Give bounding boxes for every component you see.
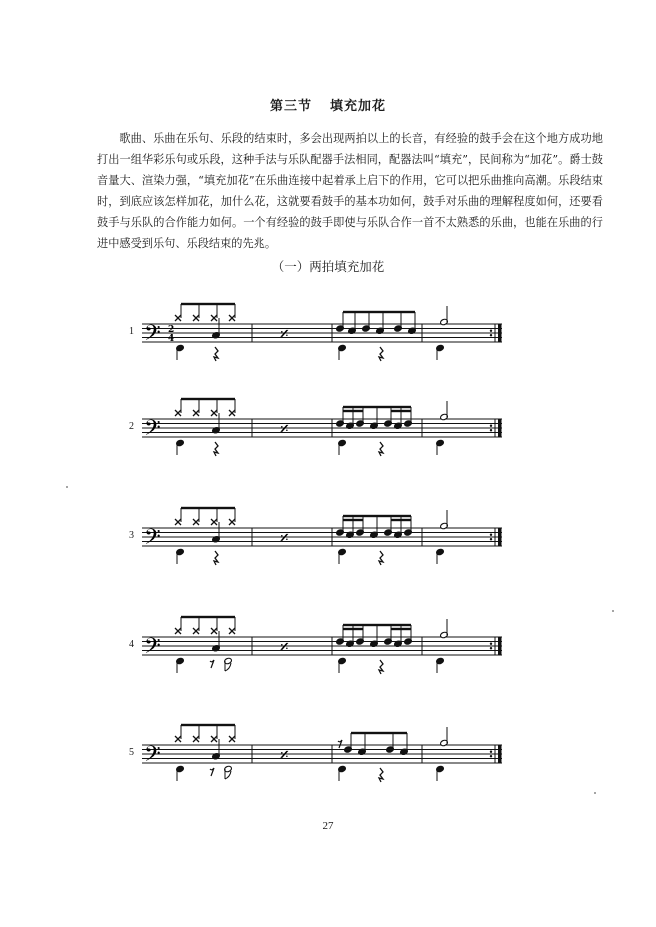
measure-repeat-sign: 𝄎 <box>280 528 289 549</box>
notation-system <box>120 613 520 683</box>
repeat-dot <box>490 647 492 649</box>
quarter-rest <box>379 660 383 674</box>
example-number: 5 <box>129 747 134 758</box>
scan-speck <box>612 610 614 612</box>
cymbal-x-notehead <box>193 519 199 525</box>
fill-beam-16th <box>343 410 363 412</box>
cymbal-x-notehead <box>229 410 235 416</box>
cymbal-x-notehead <box>193 410 199 416</box>
fill-beam <box>351 732 407 734</box>
notation-system <box>120 300 520 370</box>
final-bar-thick <box>498 419 502 437</box>
fill-beam-16th <box>391 410 411 412</box>
cymbal-x-notehead <box>175 410 181 416</box>
measure-repeat-sign: 𝄎 <box>280 324 289 345</box>
eighth-rest <box>210 768 214 776</box>
hihat-beam <box>181 724 235 726</box>
example-number: 3 <box>129 530 134 541</box>
page-number: 27 <box>322 820 334 832</box>
hihat-beam <box>181 507 235 509</box>
fill-beam <box>343 624 411 626</box>
cymbal-x-notehead <box>229 519 235 525</box>
cymbal-x-notehead <box>175 519 181 525</box>
section-title <box>0 95 656 114</box>
fill-beam <box>343 311 415 313</box>
final-bar-thick <box>498 637 502 655</box>
repeat-dot <box>490 534 492 536</box>
notation-system <box>120 504 520 574</box>
cymbal-x-notehead <box>175 628 181 634</box>
cymbal-x-notehead <box>175 736 181 742</box>
fill-beam-16th <box>391 628 411 630</box>
section-number: 第三节 <box>269 99 312 114</box>
cymbal-x-notehead <box>175 315 181 321</box>
hihat-beam <box>181 616 235 618</box>
repeat-dot <box>490 429 492 431</box>
repeat-dot <box>490 330 492 332</box>
fill-beam <box>343 515 411 517</box>
subsection-title: （一）两拍填充加花 <box>271 259 385 274</box>
measure-repeat-sign: 𝄎 <box>280 745 289 766</box>
bass-clef: 𝄢 <box>144 525 161 555</box>
cymbal-x-notehead <box>193 736 199 742</box>
cymbal-x-notehead <box>229 736 235 742</box>
bass-clef: 𝄢 <box>144 742 161 772</box>
final-bar-thick <box>498 745 502 763</box>
cymbal-x-notehead <box>211 628 217 634</box>
cymbal-x-notehead <box>229 628 235 634</box>
scan-speck <box>66 486 68 488</box>
cymbal-x-notehead <box>229 315 235 321</box>
bass-clef: 𝄢 <box>144 321 161 351</box>
quarter-rest <box>379 442 383 456</box>
fill-beam-16th <box>343 628 363 630</box>
quarter-rest <box>214 347 218 361</box>
repeat-dot <box>490 334 492 336</box>
bass-clef: 𝄢 <box>144 634 161 664</box>
cymbal-x-notehead <box>193 628 199 634</box>
hihat-beam <box>181 398 235 400</box>
bass-clef: 𝄢 <box>144 416 161 446</box>
fill-beam-16th <box>343 519 363 521</box>
final-bar-thick <box>498 528 502 546</box>
staff-svg <box>142 504 512 574</box>
body-text <box>97 128 603 254</box>
repeat-dot <box>490 538 492 540</box>
section-title-text: 填充加花 <box>330 99 387 114</box>
repeat-dot <box>490 425 492 427</box>
fill-beam <box>343 406 411 408</box>
repeat-dot <box>490 751 492 753</box>
scan-speck <box>594 792 596 794</box>
staff-svg <box>142 395 512 465</box>
quarter-rest <box>379 768 383 782</box>
cymbal-x-notehead <box>211 736 217 742</box>
example-number: 4 <box>129 639 134 650</box>
staff-svg <box>142 613 512 683</box>
hihat-beam <box>181 303 235 305</box>
body-paragraph: 歌曲、乐曲在乐句、乐段的结束时，多会出现两拍以上的长音，有经验的鼓手会在这个地方成功地打出一组华彩乐句或乐段，这种手法与乐队配器手法相同，配器法叫“填充”，民间称为“加花”。爵士鼓音量大、渲染力强，“填充加花”在乐曲连接中起着承上启下的作用，它可以把乐曲推向高潮。乐段结束时，到底应该怎样加花，加什么花，这就要看鼓手的基本功如何，鼓手对乐曲的理解程度如何，还要看鼓手与乐队的合作能力如何。一个有经验的鼓手即使与乐队合作一首不太熟悉的乐曲，也能在乐曲的行进中感受到乐句、乐段结束的先兆。 <box>97 132 603 250</box>
quarter-rest <box>214 442 218 456</box>
staff-svg <box>142 721 512 791</box>
staff-svg <box>142 300 512 370</box>
fill-beam-16th <box>391 519 411 521</box>
notation-system <box>120 395 520 465</box>
cymbal-x-notehead <box>211 519 217 525</box>
quarter-rest <box>379 551 383 565</box>
example-number: 1 <box>129 326 134 337</box>
repeat-dot <box>490 643 492 645</box>
cymbal-x-notehead <box>211 410 217 416</box>
measure-repeat-sign: 𝄎 <box>280 637 289 658</box>
eighth-rest <box>210 660 214 668</box>
repeat-dot <box>490 755 492 757</box>
eighth-rest <box>338 740 342 748</box>
cymbal-x-notehead <box>193 315 199 321</box>
notation-system <box>120 721 520 791</box>
quarter-rest <box>214 551 218 565</box>
time-signature-top: 2 <box>168 325 175 335</box>
time-signature-bottom: 4 <box>168 334 175 344</box>
final-bar-thick <box>498 324 502 342</box>
quarter-rest <box>379 347 383 361</box>
measure-repeat-sign: 𝄎 <box>280 419 289 440</box>
cymbal-x-notehead <box>211 315 217 321</box>
example-number: 2 <box>129 421 134 432</box>
